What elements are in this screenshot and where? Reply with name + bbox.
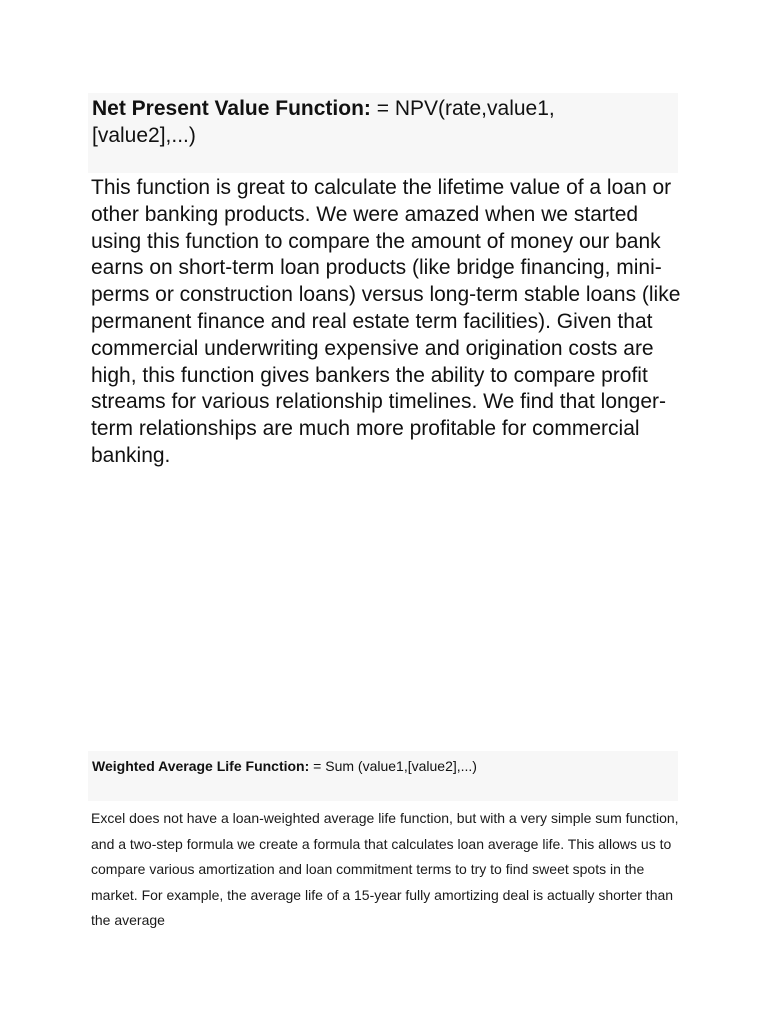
npv-heading-label: Net Present Value Function:: [92, 97, 371, 120]
npv-heading: [92, 93, 674, 149]
npv-heading-formula-cont: [value2],...): [92, 124, 196, 147]
wal-heading: [92, 751, 674, 776]
wal-heading-formula: = Sum (value1,[value2],...): [309, 758, 477, 774]
wal-heading-band: [88, 751, 678, 801]
wal-heading-label: Weighted Average Life Function:: [92, 758, 310, 774]
npv-body-paragraph: This function is great to calculate the lifetime value of a loan or other banking products. We were amazed when we started using this function to compare the amount of money our bank earns on short-term loan products (like bridge financing, mini-perms or construction loans) versus long-term stable loans (like permanent finance and real estate term facilities). Given that commercial underwriting expensive and origination costs are high, this function gives bankers the ability to compare profit streams for various relationship timelines. We find that longer-term relationships are much more profitable for commercial banking.: [91, 176, 681, 467]
npv-heading-formula: = NPV(rate,value1,: [370, 97, 555, 120]
wal-body-paragraph: Excel does not have a loan-weighted average life function, but with a very simple sum function, and a two-step formula we create a formula that calculates loan average life. This allows us to compare various amortization and loan commitment terms to try to find sweet spots in the market. For example, the average life of a 15-year fully amortizing deal is actually shorter than the average: [91, 810, 679, 928]
npv-heading-band: [88, 93, 678, 173]
